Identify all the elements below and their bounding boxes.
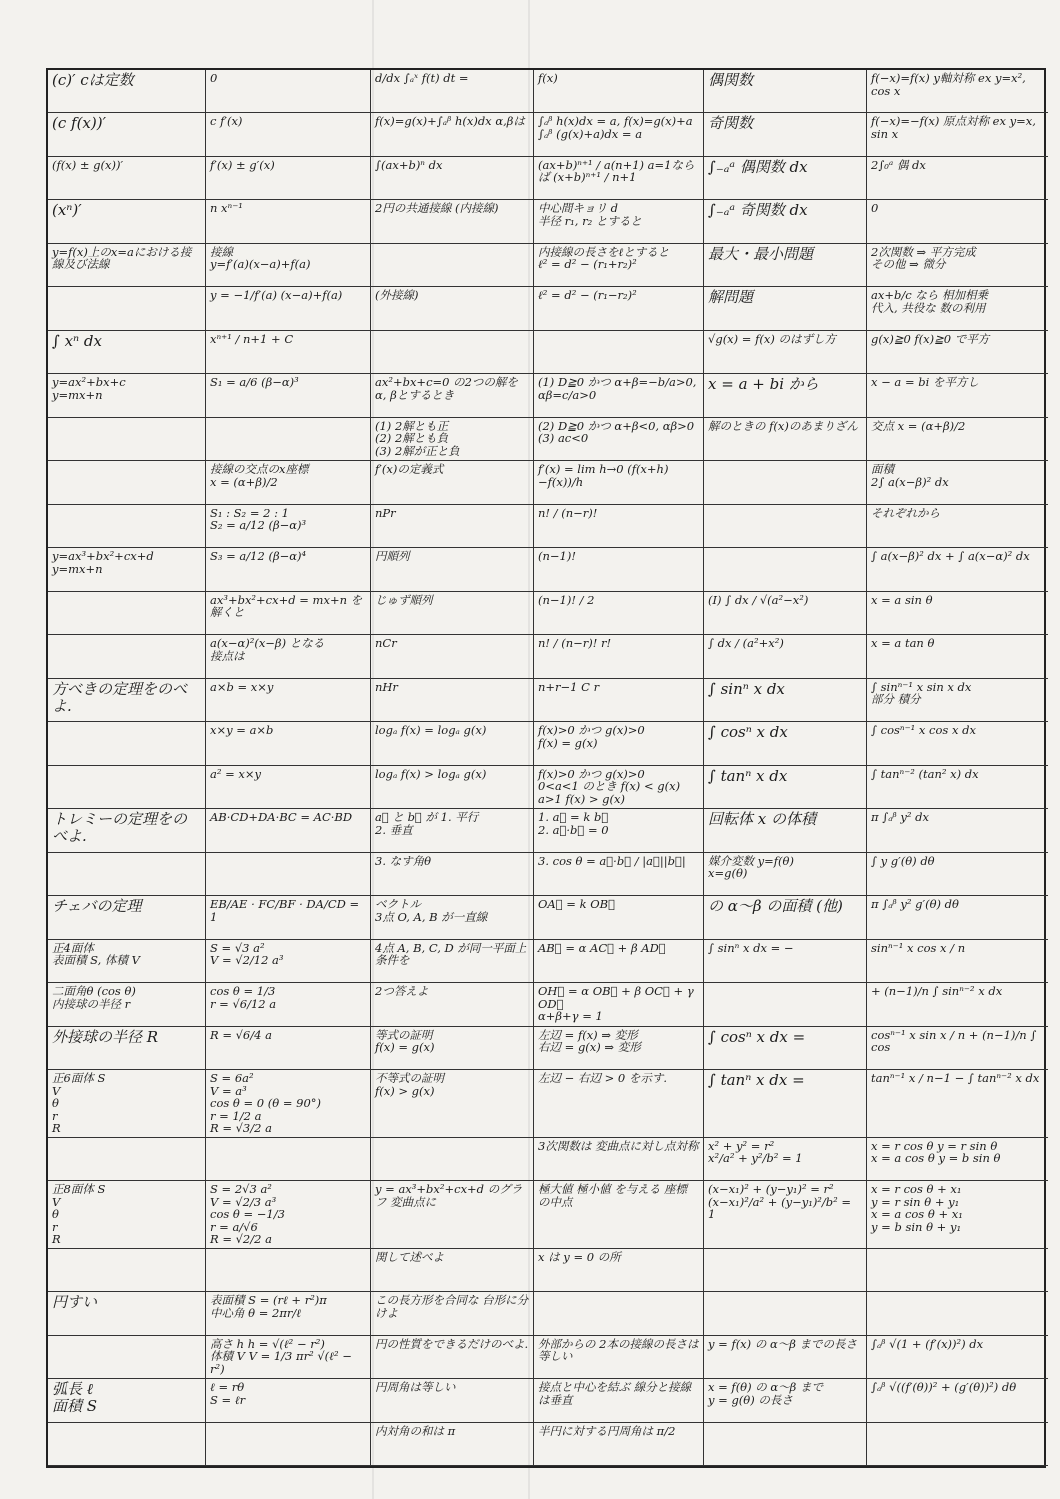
formula-cell: ∫ sinⁿ x dx: [704, 679, 867, 722]
formula-cell: (n−1)!: [534, 548, 704, 591]
formula-cell: f(x): [534, 70, 704, 113]
formula-cell: f(x)>0 かつ g(x)>0 0<a<1 のとき f(x) < g(x) a>1 f(x) > g(x): [534, 766, 704, 809]
formula-cell: ベクトル 3点 O, A, B が一直線: [371, 896, 534, 939]
formula-cell: [704, 548, 867, 591]
formula-cell: チェバの定理: [48, 896, 206, 939]
formula-cell: 3. なす角θ: [371, 853, 534, 896]
formula-cell: f′(x)の定義式: [371, 461, 534, 504]
formula-cell: 方べきの定理をのべよ.: [48, 679, 206, 722]
formula-cell: 表面積 S = (rℓ + r²)π 中心角 θ = 2πr/ℓ: [206, 1292, 371, 1335]
formula-cell: [206, 1423, 371, 1466]
formula-cell: 不等式の証明 f(x) > g(x): [371, 1070, 534, 1138]
formula-cell: x² + y² = r² x²/a² + y²/b² = 1: [704, 1138, 867, 1181]
formula-cell: (外接線): [371, 287, 534, 330]
formula-cell: [704, 1423, 867, 1466]
formula-cell: [206, 853, 371, 896]
formula-cell: xⁿ⁺¹ / n+1 + C: [206, 331, 371, 374]
formula-cell: 回転体 x の体積: [704, 809, 867, 852]
formula-cell: ∫ tanⁿ⁻² (tan² x) dx: [867, 766, 1048, 809]
formula-cell: tanⁿ⁻¹ x / n−1 − ∫ tanⁿ⁻² x dx: [867, 1070, 1048, 1138]
formula-cell: [48, 287, 206, 330]
formula-cell: 解問題: [704, 287, 867, 330]
formula-cell: 外接球の半径 R: [48, 1027, 206, 1070]
formula-cell: logₐ f(x) = logₐ g(x): [371, 722, 534, 765]
formula-cell: [48, 592, 206, 635]
formula-cell: [48, 1249, 206, 1292]
formula-cell: ∫ cosⁿ x dx =: [704, 1027, 867, 1070]
formula-cell: [206, 1138, 371, 1181]
formula-cell: [371, 244, 534, 287]
formula-cell: c f′(x): [206, 113, 371, 156]
formula-cell: f(x)>0 かつ g(x)>0 f(x) = g(x): [534, 722, 704, 765]
formula-cell: トレミーの定理をのべよ.: [48, 809, 206, 852]
formula-cell: y = ax³+bx²+cx+d のグラフ 変曲点に: [371, 1181, 534, 1249]
formula-cell: 媒介変数 y=f(θ) x=g(θ): [704, 853, 867, 896]
formula-cell: 4点 A, B, C, D が同一平面上 条件を: [371, 940, 534, 983]
formula-cell: f′(x) = lim h→0 (f(x+h)−f(x))/h: [534, 461, 704, 504]
formula-cell: 高さ h h = √(ℓ² − r²) 体積 V V = 1/3 πr² √(ℓ² − r²): [206, 1336, 371, 1379]
formula-cell: a(x−α)²(x−β) となる 接点は: [206, 635, 371, 678]
formula-cell: ∫(ax+b)ⁿ dx: [371, 157, 534, 200]
formula-cell: (I) ∫ dx / √(a²−x²): [704, 592, 867, 635]
formula-cell: [371, 331, 534, 374]
formula-cell: [48, 722, 206, 765]
formula-cell: ∫ tanⁿ x dx: [704, 766, 867, 809]
formula-cell: ∫ cosⁿ⁻¹ x cos x dx: [867, 722, 1048, 765]
formula-cell: ∫ xⁿ dx: [48, 331, 206, 374]
formula-cell: ∫ sinⁿ⁻¹ x sin x dx 部分 積分: [867, 679, 1048, 722]
formula-cell: a×b = x×y: [206, 679, 371, 722]
formula-cell: nCr: [371, 635, 534, 678]
formula-cell: x = a tan θ: [867, 635, 1048, 678]
formula-cell: 外部からの 2本の接線の長さは等しい: [534, 1336, 704, 1379]
formula-cell: [704, 505, 867, 548]
formula-cell: OA⃗ = k OB⃗: [534, 896, 704, 939]
formula-cell: n xⁿ⁻¹: [206, 200, 371, 243]
formula-cell: x は y = 0 の所: [534, 1249, 704, 1292]
formula-cell: n+r−1 C r: [534, 679, 704, 722]
formula-cell: [704, 983, 867, 1026]
formula-cell: x = r cos θ y = r sin θ x = a cos θ y = b sin θ: [867, 1138, 1048, 1181]
formula-cell: y=f(x)上のx=aにおける接線及び法線: [48, 244, 206, 287]
formula-cell: ax³+bx²+cx+d = mx+n を解くと: [206, 592, 371, 635]
formula-cell: (c)′ cは定数: [48, 70, 206, 113]
formula-cell: 2∫₀ᵃ 偶 dx: [867, 157, 1048, 200]
formula-cell: ∫ₐᵝ h(x)dx = a, f(x)=g(x)+a ∫ₐᵝ (g(x)+a)dx = a: [534, 113, 704, 156]
formula-cell: 0: [206, 70, 371, 113]
formula-cell: [371, 1138, 534, 1181]
formula-cell: sinⁿ⁻¹ x cos x / n: [867, 940, 1048, 983]
formula-cell: 円すい: [48, 1292, 206, 1335]
formula-cell: n! / (n−r)!: [534, 505, 704, 548]
formula-cell: π ∫ₐᵝ y² g′(θ) dθ: [867, 896, 1048, 939]
formula-cell: nHr: [371, 679, 534, 722]
formula-cell: 3次関数は 変曲点に対し点対称: [534, 1138, 704, 1181]
formula-cell: OH⃗ = α OB⃗ + β OC⃗ + γ OD⃗ α+β+γ = 1: [534, 983, 704, 1026]
formula-cell: [867, 1292, 1048, 1335]
formula-cell: + (n−1)/n ∫ sinⁿ⁻² x dx: [867, 983, 1048, 1026]
formula-cell: [48, 1423, 206, 1466]
formula-cell: S = 6a² V = a³ cos θ = 0 (θ = 90°) r = 1/2 a R = √3/2 a: [206, 1070, 371, 1138]
formula-cell: EB/AE · FC/BF · DA/CD = 1: [206, 896, 371, 939]
formula-cell: [534, 1292, 704, 1335]
formula-cell: ∫₋ₐᵃ 偶関数 dx: [704, 157, 867, 200]
formula-cell: 左辺 = f(x) ⇒ 変形 右辺 = g(x) ⇒ 変形: [534, 1027, 704, 1070]
formula-cell: ∫ a(x−β)² dx + ∫ a(x−α)² dx: [867, 548, 1048, 591]
formula-cell: y=ax²+bx+c y=mx+n: [48, 374, 206, 417]
formula-cell: x = a + bi から: [704, 374, 867, 417]
formula-cell: 弧長 ℓ 面積 S: [48, 1379, 206, 1422]
formula-cell: 奇関数: [704, 113, 867, 156]
formula-cell: ax+b/c なら 相加相乗 代入, 共役な 数の利用: [867, 287, 1048, 330]
formula-cell: 交点 x = (α+β)/2: [867, 418, 1048, 461]
formula-cell: ∫ tanⁿ x dx =: [704, 1070, 867, 1138]
formula-cell: [48, 635, 206, 678]
formula-cell: [867, 1249, 1048, 1292]
formula-cell: y = −1/f′(a) (x−a)+f(a): [206, 287, 371, 330]
formula-cell: 1. a⃗ = k b⃗ 2. a⃗·b⃗ = 0: [534, 809, 704, 852]
formula-cell: (xⁿ)′: [48, 200, 206, 243]
formula-cell: [48, 461, 206, 504]
formula-cell: ∫ₐᵝ √((f′(θ))² + (g′(θ))²) dθ: [867, 1379, 1048, 1422]
formula-cell: 偶関数: [704, 70, 867, 113]
formula-cell: x − a = bi を平方し: [867, 374, 1048, 417]
formula-cell: 左辺 − 右辺 > 0 を示す.: [534, 1070, 704, 1138]
formula-cell: 2次関数 ⇒ 平方完成 その他 ⇒ 微分: [867, 244, 1048, 287]
formula-cell: 関して述べよ: [371, 1249, 534, 1292]
formula-cell: この長方形を合同な 台形に分けよ: [371, 1292, 534, 1335]
formula-cell: ℓ² = d² − (r₁−r₂)²: [534, 287, 704, 330]
formula-cell: 正6面体 S V θ r R: [48, 1070, 206, 1138]
formula-cell: (2) D≧0 かつ α+β<0, αβ>0 (3) ac<0: [534, 418, 704, 461]
formula-cell: 接線 y=f′(a)(x−a)+f(a): [206, 244, 371, 287]
formula-cell: 正4面体 表面積 S, 体積 V: [48, 940, 206, 983]
formula-cell: それぞれから: [867, 505, 1048, 548]
formula-cell: 円順列: [371, 548, 534, 591]
formula-cell: 正8面体 S V θ r R: [48, 1181, 206, 1249]
formula-cell: [48, 766, 206, 809]
formula-cell: 中心間キョリ d 半径 r₁, r₂ とすると: [534, 200, 704, 243]
formula-cell: f(x)=g(x)+∫ₐᵝ h(x)dx α,βは: [371, 113, 534, 156]
formula-cell: ax²+bx+c=0 の2つの解をα, βとするとき: [371, 374, 534, 417]
formula-cell: [534, 331, 704, 374]
formula-cell: [48, 1336, 206, 1379]
formula-cell: x×y = a×b: [206, 722, 371, 765]
formula-cell: [48, 853, 206, 896]
formula-cell: 2円の共通接線 (内接線): [371, 200, 534, 243]
formula-cell: ℓ = rθ S = ℓr: [206, 1379, 371, 1422]
formula-cell: 最大・最小問題: [704, 244, 867, 287]
formula-cell: (1) D≧0 かつ α+β=−b/a>0, αβ=c/a>0: [534, 374, 704, 417]
formula-cell: 面積 2∫ a(x−β)² dx: [867, 461, 1048, 504]
formula-cell: じゅず順列: [371, 592, 534, 635]
formula-cell: 極大値 極小値 を与える 座標 の中点: [534, 1181, 704, 1249]
formula-cell: f′(x) ± g′(x): [206, 157, 371, 200]
formula-cell: x = f(θ) の α〜β まで y = g(θ) の長さ: [704, 1379, 867, 1422]
formula-cell: y = f(x) の α〜β までの長さ: [704, 1336, 867, 1379]
formula-cell: 二面角θ (cos θ) 内接球の半径 r: [48, 983, 206, 1026]
formula-cell: S = 2√3 a² V = √2/3 a³ cos θ = −1/3 r = a/√6 R = √2/2 a: [206, 1181, 371, 1249]
formula-cell: x = r cos θ + x₁ y = r sin θ + y₁ x = a cos θ + x₁ y = b sin θ + y₁: [867, 1181, 1048, 1249]
formula-cell: 等式の証明 f(x) = g(x): [371, 1027, 534, 1070]
formula-cell: f(−x)=−f(x) 原点対称 ex y=x, sin x: [867, 113, 1048, 156]
formula-cell: R = √6/4 a: [206, 1027, 371, 1070]
formula-cell: f(−x)=f(x) y軸対称 ex y=x², cos x: [867, 70, 1048, 113]
formula-cell: (c f(x))′: [48, 113, 206, 156]
formula-cell: 内接線の長さをℓとすると ℓ² = d² − (r₁+r₂)²: [534, 244, 704, 287]
formula-cell: (f(x) ± g(x))′: [48, 157, 206, 200]
formula-cell: ∫ dx / (a²+x²): [704, 635, 867, 678]
formula-cell: g(x)≧0 f(x)≧0 で平方: [867, 331, 1048, 374]
formula-cell: [704, 1292, 867, 1335]
formula-cell: a² = x×y: [206, 766, 371, 809]
formula-cell: d/dx ∫ₐˣ f(t) dt =: [371, 70, 534, 113]
formula-cell: n! / (n−r)! r!: [534, 635, 704, 678]
formula-cell: [206, 418, 371, 461]
formula-cell: 2つ答えよ: [371, 983, 534, 1026]
formula-cell: [48, 418, 206, 461]
formula-cell: S₁ : S₂ = 2 : 1 S₂ = a/12 (β−α)³: [206, 505, 371, 548]
formula-cell: AB·CD+DA·BC = AC·BD: [206, 809, 371, 852]
formula-cell: ∫ sinⁿ x dx = −: [704, 940, 867, 983]
formula-cell: a⃗ と b⃗ が 1. 平行 2. 垂直: [371, 809, 534, 852]
formula-cell: cosⁿ⁻¹ x sin x / n + (n−1)/n ∫ cos: [867, 1027, 1048, 1070]
formula-cell: S₁ = a/6 (β−α)³: [206, 374, 371, 417]
formula-cell: √g(x) = f(x) のはずし方: [704, 331, 867, 374]
formula-cell: S₃ = a/12 (β−α)⁴: [206, 548, 371, 591]
formula-cell: [48, 1138, 206, 1181]
formula-cell: ∫₋ₐᵃ 奇関数 dx: [704, 200, 867, 243]
formula-cell: [48, 505, 206, 548]
formula-cell: [206, 1249, 371, 1292]
formula-cell: y=ax³+bx²+cx+d y=mx+n: [48, 548, 206, 591]
formula-cell: 3. cos θ = a⃗·b⃗ / |a⃗||b⃗|: [534, 853, 704, 896]
formula-cell: 円の性質をできるだけのべよ.: [371, 1336, 534, 1379]
formula-cell: 解のときの f(x)のあまりざん: [704, 418, 867, 461]
formula-cell: (1) 2解とも正 (2) 2解とも負 (3) 2解が正と負: [371, 418, 534, 461]
formula-cell: 内対角の和は π: [371, 1423, 534, 1466]
formula-cell: π ∫ₐᵝ y² dx: [867, 809, 1048, 852]
formula-cell: S = √3 a² V = √2/12 a³: [206, 940, 371, 983]
formula-cell: [704, 1249, 867, 1292]
formula-cell: (ax+b)ⁿ⁺¹ / a(n+1) a=1ならば (x+b)ⁿ⁺¹ / n+1: [534, 157, 704, 200]
formula-cell: ∫ y g′(θ) dθ: [867, 853, 1048, 896]
formula-cell: ∫ cosⁿ x dx: [704, 722, 867, 765]
formula-cell: の α〜β の面積 (他): [704, 896, 867, 939]
formula-cell: 接線の交点のx座標 x = (α+β)/2: [206, 461, 371, 504]
formula-cell: nPr: [371, 505, 534, 548]
formula-cell: logₐ f(x) > logₐ g(x): [371, 766, 534, 809]
formula-cell: (x−x₁)² + (y−y₁)² = r² (x−x₁)²/a² + (y−y₁)²/b² = 1: [704, 1181, 867, 1249]
formula-table: [46, 68, 1046, 1468]
formula-cell: x = a sin θ: [867, 592, 1048, 635]
formula-cell: 0: [867, 200, 1048, 243]
formula-cell: cos θ = 1/3 r = √6/12 a: [206, 983, 371, 1026]
formula-cell: AB⃗ = α AC⃗ + β AD⃗: [534, 940, 704, 983]
formula-cell: 半円に対する円周角は π/2: [534, 1423, 704, 1466]
formula-cell: (n−1)! / 2: [534, 592, 704, 635]
formula-cell: ∫ₐᵝ √(1 + (f′(x))²) dx: [867, 1336, 1048, 1379]
formula-cell: [867, 1423, 1048, 1466]
formula-cell: 円周角は等しい: [371, 1379, 534, 1422]
formula-cell: 接点と中心を結ぶ 線分と接線は垂直: [534, 1379, 704, 1422]
formula-cell: [704, 461, 867, 504]
